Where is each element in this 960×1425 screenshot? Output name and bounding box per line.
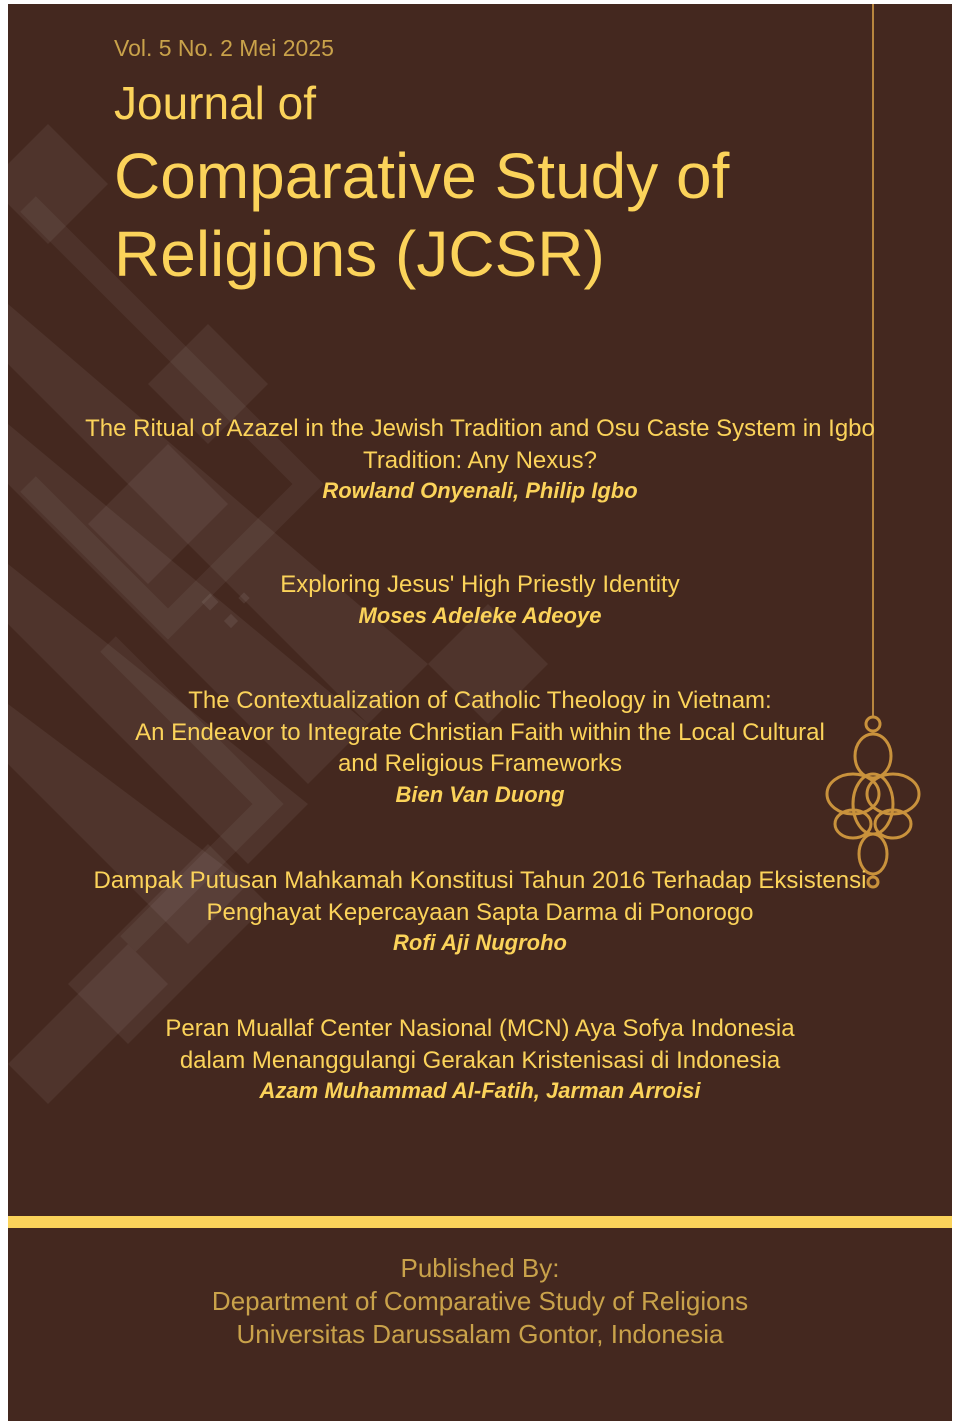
article-entry — [8, 569, 952, 631]
journal-title-line: Comparative Study of — [114, 140, 730, 212]
article-title-line: Exploring Jesus' High Priestly Identity — [280, 571, 680, 598]
article-authors: Bien Van Duong — [395, 781, 565, 807]
article-title-line: Penghayat Kepercayaan Sapta Darma di Ponorogo — [206, 898, 754, 926]
article-title-line: The Ritual of Azazel in the Jewish Tradition and Osu Caste System in Igbo — [85, 415, 875, 442]
article-title-line: and Religious Frameworks — [337, 750, 623, 777]
article-title-line: Dampak Putusan Mahkamah Konstitusi Tahun 2016 Terhadap Eksistensi — [93, 867, 867, 894]
article-title-line: dalam Menanggulangi Gerakan Kristenisasi di Indonesia — [179, 1046, 781, 1074]
article-title — [8, 685, 952, 780]
article-authors: Moses Adeleke Adeoye — [358, 602, 602, 628]
article-authors: Azam Muhammad Al-Fatih, Jarman Arroisi — [259, 1078, 701, 1103]
article-title — [8, 569, 952, 601]
publisher-block — [8, 1252, 952, 1351]
article-title-line: Peran Muallaf Center Nasional (MCN) Aya Sofya Indonesia — [165, 1015, 795, 1042]
article-title-line: Tradition: Any Nexus? — [363, 446, 597, 474]
publisher-label: Published By: — [400, 1253, 560, 1283]
article-entry — [8, 413, 952, 506]
article-entry — [8, 865, 952, 958]
article-title — [8, 413, 952, 476]
article-authors: Rowland Onyenali, Philip Igbo — [322, 478, 638, 503]
publisher-university: Universitas Darussalam Gontor, Indonesia — [236, 1319, 724, 1349]
article-title — [8, 1013, 952, 1076]
gold-divider — [8, 1216, 952, 1228]
publisher-department: Department of Comparative Study of Religions — [211, 1286, 749, 1316]
article-title — [8, 865, 952, 928]
article-authors: Rofi Aji Nugroho — [393, 930, 567, 955]
journal-cover — [8, 4, 952, 1421]
article-title-line: The Contextualization of Catholic Theology in Vietnam: — [188, 687, 772, 714]
article-entry — [8, 685, 952, 810]
journal-title-line: Journal of — [114, 77, 317, 129]
issue-info: Vol. 5 No. 2 Mei 2025 — [114, 35, 334, 61]
journal-title-line: Religions (JCSR) — [114, 218, 605, 290]
article-title-line: An Endeavor to Integrate Christian Faith within the Local Cultural — [135, 718, 825, 746]
journal-title — [114, 77, 730, 290]
article-entry — [8, 1013, 952, 1106]
